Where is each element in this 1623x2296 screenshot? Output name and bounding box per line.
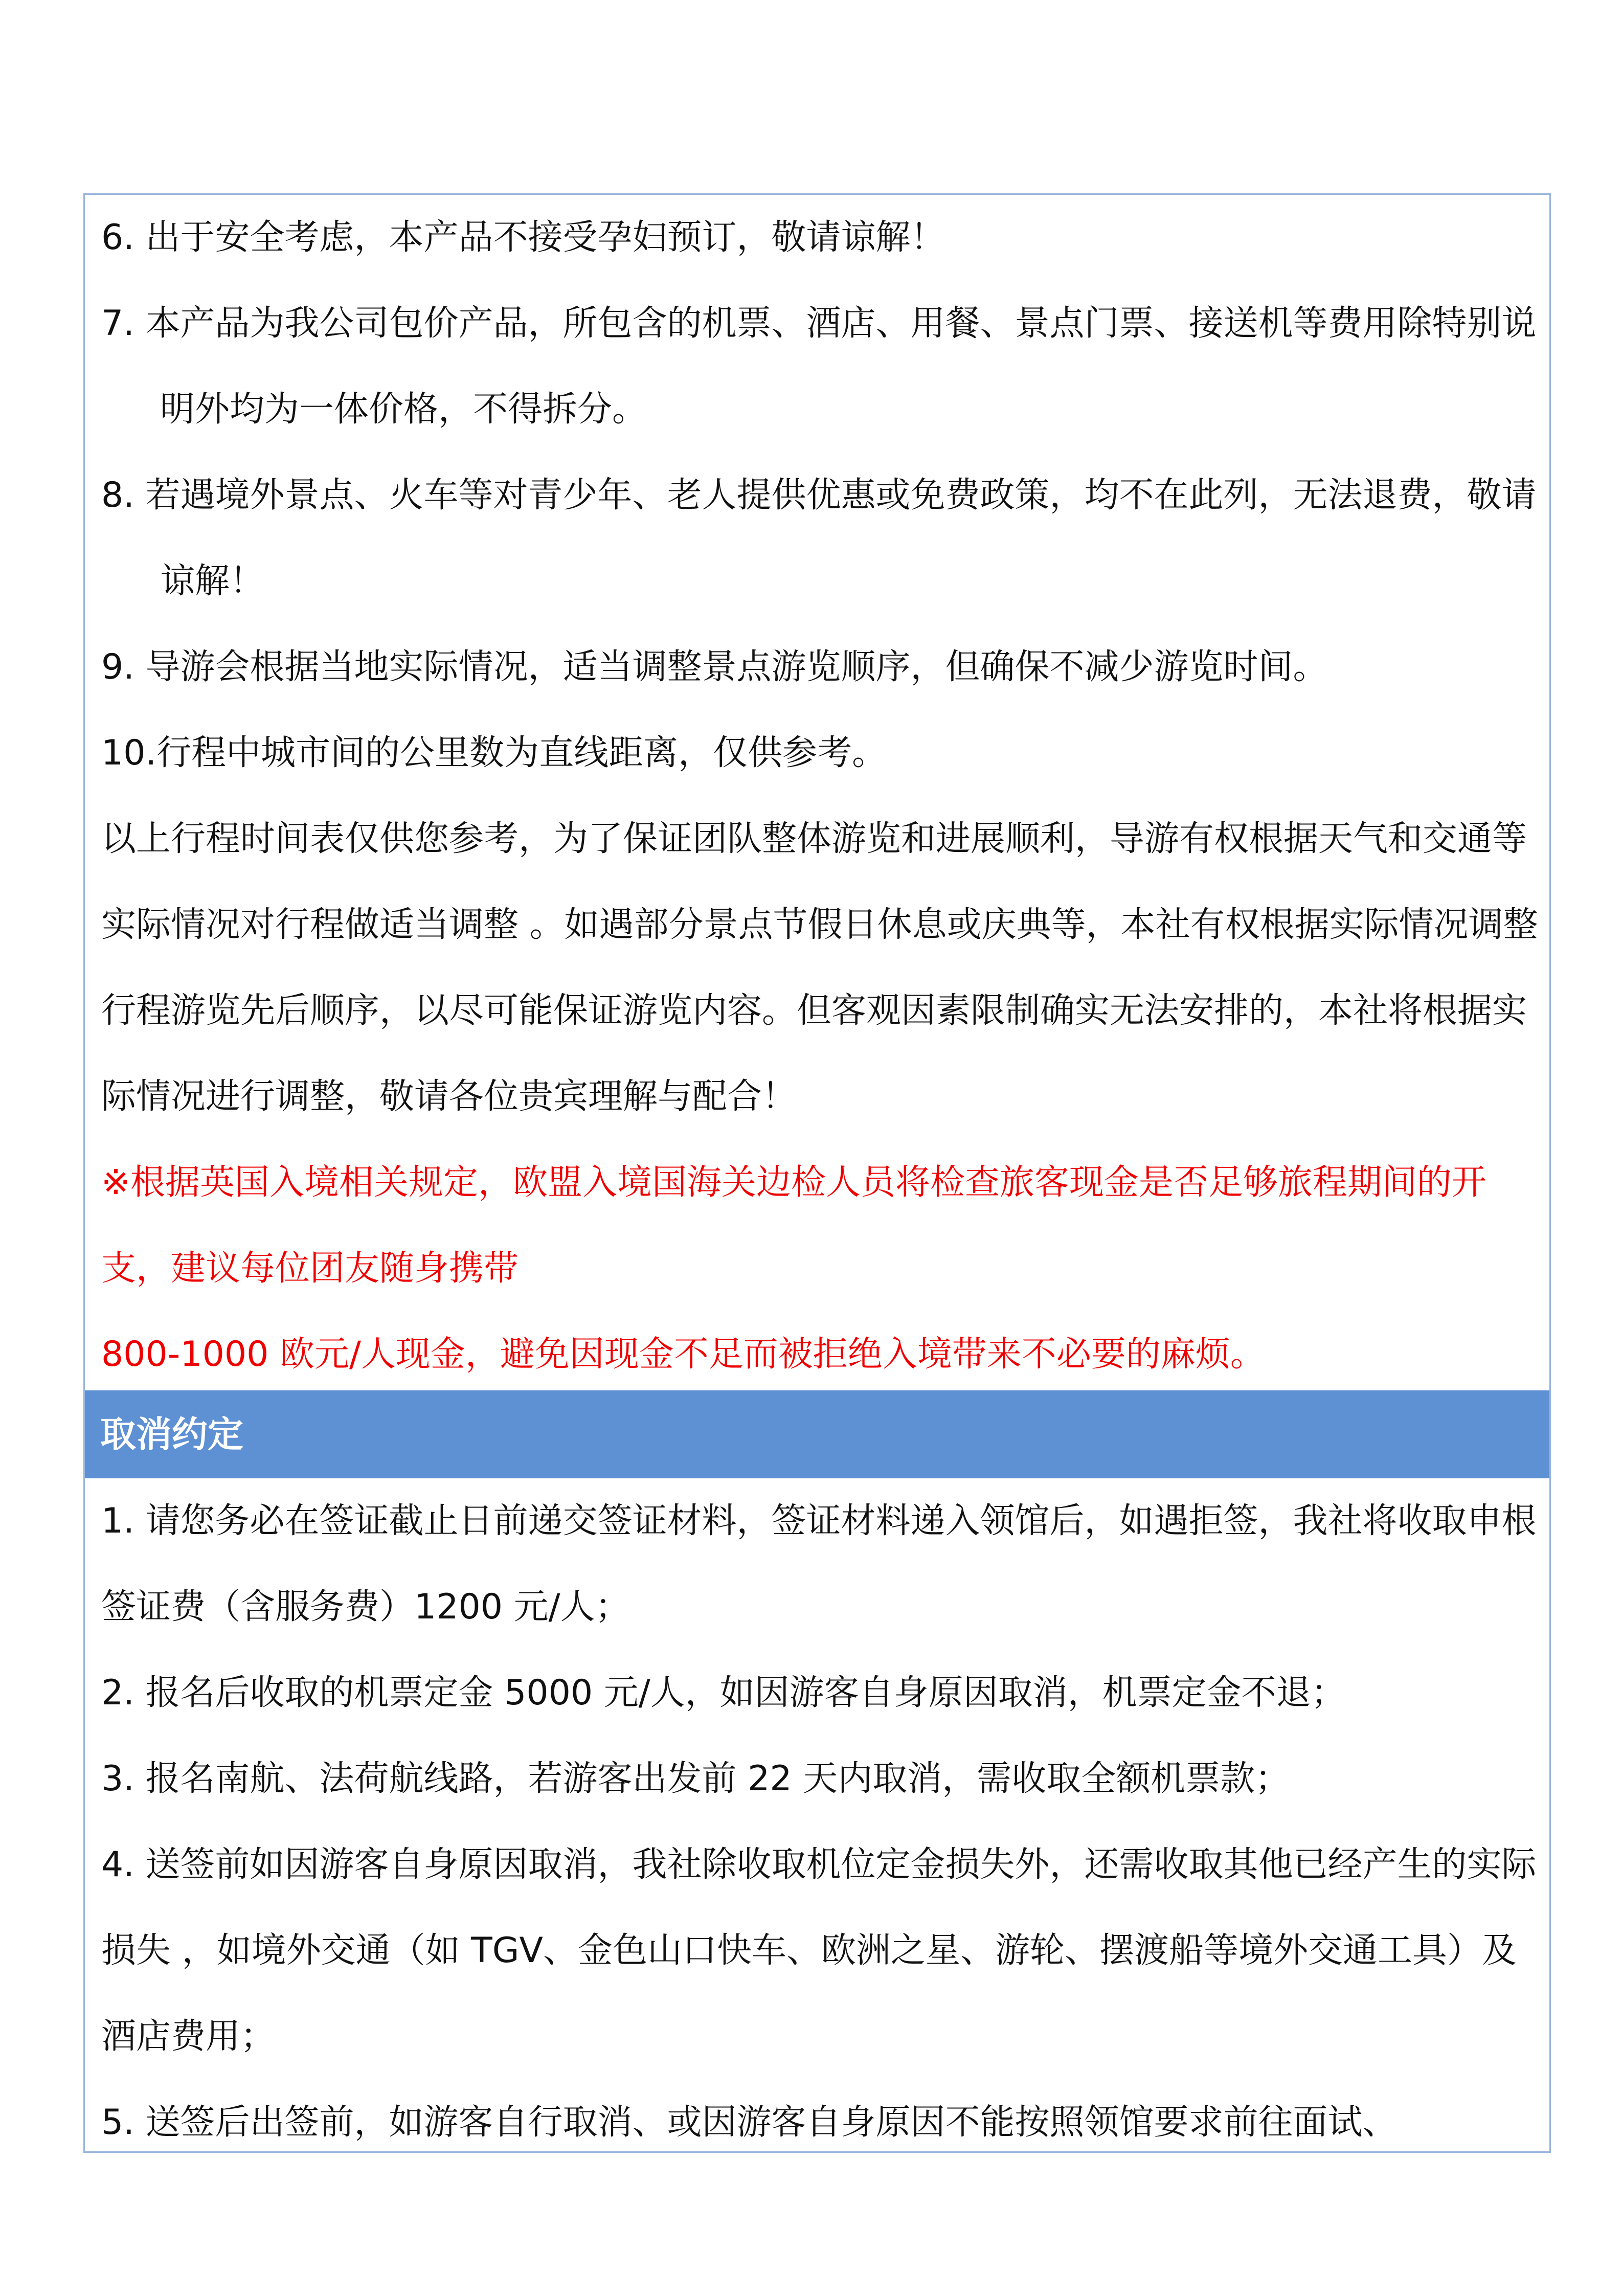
- cancellation-item-3: 3. 报名南航、法荷航线路，若游客出发前 22 天内取消，需收取全额机票款；: [101, 1759, 1290, 1799]
- cancellation-item-2: 2. 报名后收取的机票定金 5000 元/人，如因游客自身原因取消，机票定金不退；: [101, 1673, 1346, 1713]
- cash-warning-line-1: ※根据英国入境相关规定，欧盟入境国海关边检人员将检查旅客现金是否足够旅程期间的开支，建议每位团友随身携带: [101, 1162, 1486, 1289]
- content-frame: [83, 193, 1551, 2153]
- notes-list: [101, 195, 1538, 1398]
- cash-warning-line-2: 800-1000 欧元/人现金，避免因现金不足而被拒绝入境带来不必要的麻烦。: [101, 1334, 1265, 1375]
- note-item-7: 7. 本产品为我公司包价产品，所包含的机票、酒店、用餐、景点门票、接送机等费用除特别说明外均为一体价格，不得拆分。: [101, 303, 1537, 430]
- note-item-9: 9. 导游会根据当地实际情况，适当调整景点游览顺序，但确保不减少游览时间。: [101, 647, 1328, 687]
- disclaimer-paragraph: 以上行程时间表仅供您参考，为了保证团队整体游览和进展顺利，导游有权根据天气和交通等实际情况对行程做适当调整 。如遇部分景点节假日休息或庆典等，本社有权根据实际情况调整行程游览先后顺序，以尽可能保证游览内容。但客观因素限制确实无法安排的，本社将根据实际情况进行调整，敬请各位贵宾理解与配合！: [101, 819, 1538, 1117]
- note-item-10: 10.行程中城市间的公里数为直线距离，仅供参考。: [101, 733, 887, 773]
- note-item-6: 6. 出于安全考虑，本产品不接受孕妇预订，敬请谅解！: [101, 217, 945, 258]
- cancellation-item-4: 4. 送签前如因游客自身原因取消，我社除收取机位定金损失外，还需收取其他已经产生的实际损失 ，如境外交通（如 TGV、金色山口快车、欧洲之星、游轮、摆渡船等境外交通工具）及酒店费用；: [101, 1844, 1537, 2057]
- cancellation-item-5: 5. 送签后出签前，如游客自行取消、或因游客自身原因不能按照领馆要求前往面试、: [101, 2102, 1397, 2143]
- cancellation-list: [101, 1478, 1538, 2166]
- note-item-8: 8. 若遇境外景点、火车等对青少年、老人提供优惠或免费政策，均不在此列，无法退费，敬请谅解！: [101, 475, 1537, 601]
- cancellation-section-header: 取消约定: [85, 1390, 1549, 1478]
- cancellation-item-1: 1. 请您务必在签证截止日前递交签证材料，签证材料递入领馆后，如遇拒签，我社将收取申根签证费（含服务费）1200 元/人；: [101, 1501, 1537, 1627]
